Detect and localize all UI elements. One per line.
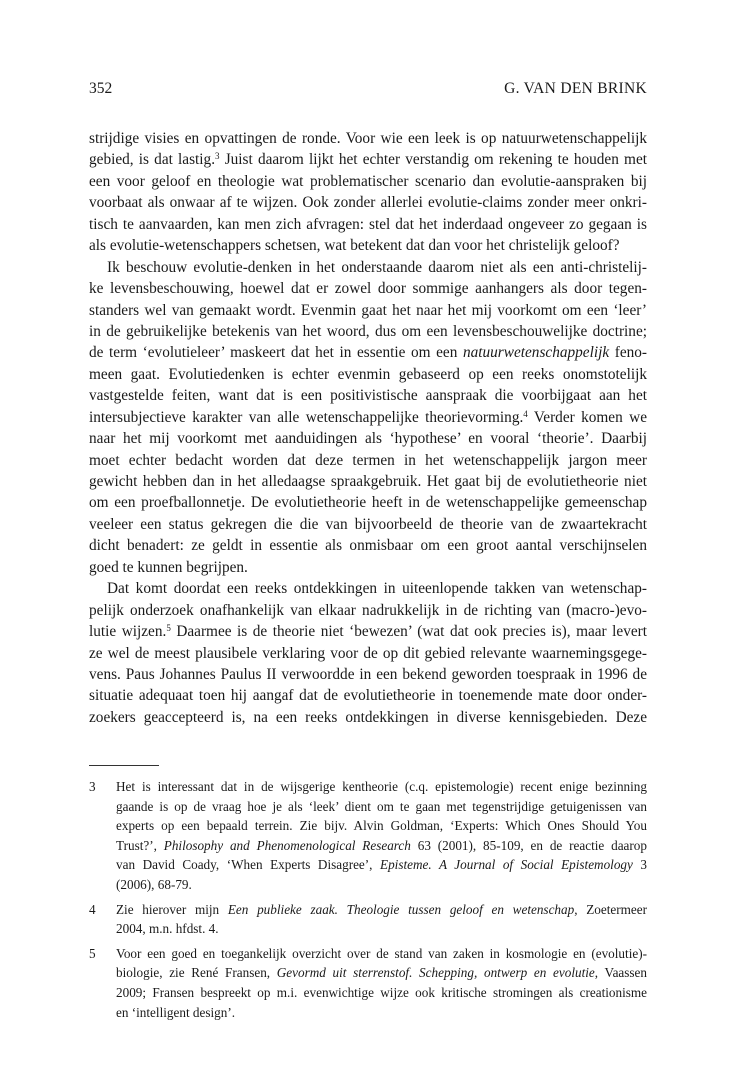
footnote-number: 5 [89,945,96,961]
running-head-author: G. VAN DEN BRINK [504,80,647,97]
footnote-ref-4[interactable]: 4 [523,408,528,419]
text-line: naar het mij voorkomt met aanduidingen als ‘hypothese’ en vooral ‘theorie’. Daarbij [89,430,647,448]
footnotes [89,777,647,1027]
text-line: tisch te aanvaarden, kan men zich afvragen: stel dat het inderdaad ongeveer zo gegaan is [89,215,647,233]
footnote-line: Trust?’, Philosophy and Phenomenological Research 63 (2001), 85-109, en de reactie daarop [116,837,647,853]
text-line: een voor geloof en theologie wat problematischer scenario dan evolutie-aanspraken bij [89,172,647,190]
text-line: dicht benadert: ze geldt in essentie als onmisbaar om een groot aantal verschijnselen [89,537,647,555]
footnote-line: (2006), 68-79. [116,876,192,892]
text-line: standers wel van gemaakt wordt. Evenmin gaat het naar het mij voorkomt om een ‘leer’ [89,301,647,319]
text-line: de term ‘evolutieleer’ maskeert dat het in essentie om een natuurwetenschappelijk feno- [89,344,647,362]
paragraph-3 [89,578,647,728]
text-line: veeleer een status gekregen die die van bijvoorbeeld de theorie van de zwaartekracht [89,515,647,533]
footnote-line: biologie, zie René Fransen, Gevormd uit sterrenstof. Schepping, ontwerp en evolutie, Vaassen [116,965,647,981]
footnote-5 [89,944,647,1022]
footnote-line: Het is interessant dat in de wijsgerige kentheorie (c.q. epistemologie) recent enige bezinning [116,779,647,794]
book-title: Een publieke zaak. Theologie tussen geloof en wetenschap [227,901,575,917]
paragraph-2 [89,257,647,579]
footnote-line: 2004, m.n. hfdst. 4. [116,921,219,937]
footnote-line: en ‘intelligent design’. [116,1004,236,1020]
text-line: strijdige visies en opvattingen de ronde. Voor wie een leek is op natuurwetenschappelijk [89,130,647,147]
paragraph-1 [89,128,647,257]
text-line: meen gaat. Evolutiedenken is echter evenmin gebaseerd op een reeks onomstotelijk [89,365,647,383]
footnote-4 [89,900,647,939]
text-line: vastgestelde feiten, want dat is een positivistische aanspraak die voorbijgaat aan het [89,387,647,405]
footnote-line: Voor een goed en toegankelijk overzicht over de stand van zaken in kosmologie en (evolutie)- [116,945,647,961]
footnote-line: gaande is op de vraag hoe je als ‘leek’ dient om te gaan met tegenstrijdige getuigenissen van [116,798,647,814]
text-line: moet echter bedacht worden dat deze termen in het wetenschappelijk jargon meer [89,451,647,469]
footnote-3 [89,777,647,895]
footnote-line: experts op een bepaald terrein. Zie bijv. Alvin Goldman, ‘Experts: Which Ones Should You [116,818,647,834]
page-number: 352 [89,80,113,97]
footnote-ref-3[interactable]: 3 [215,151,220,162]
body-text [89,128,647,728]
text-line: intersubjectieve karakter van alle wetenschappelijke theorievorming.$^4$ Verder komen we [89,408,647,426]
footnote-number: 4 [89,901,96,917]
text-line: vens. Paus Johannes Paulus II verwoordde in een bekend geworden toespraak in 1996 de [89,665,647,683]
text-line: als evolutie-wetenschappers schetsen, wat betekent dat dan voor het christelijk geloof? [89,237,620,255]
text-line: in de gebruikelijke betekenis van het woord, dus om een levensbeschouwelijke doctrine; [89,322,647,340]
text-line: goed te kunnen begrijpen. [89,558,248,576]
footnote-line: Zie hierover mijn Een publieke zaak. Theologie tussen geloof en wetenschap, Zoetermeer [116,901,647,917]
running-header [89,80,647,102]
text-line: ke levensbeschouwing, hoewel dat er zowel door sommige aanhangers als door tegen- [89,280,647,298]
text-line: om een proefballonnetje. De evolutietheorie heeft in de wetenschappelijke gemeenschap [89,494,647,512]
book-title: Gevormd uit sterrenstof. Schepping, ontwerp en evolutie [276,965,595,981]
text-line: gewicht hebben dan in het alledaagse spraakgebruik. Het gaat bij de evolutietheorie niet [89,473,647,490]
text-line: voorbaat als onwaar af te wijzen. Ook zonder allerlei evolutie-claims zonder meer onkri- [89,194,647,212]
emphasis: natuurwetenschappelijk [462,344,610,362]
text-line: Ik beschouw evolutie-denken in het onderstaande daarom niet als een anti-christelij- [107,258,647,276]
footnote-line: van David Coady, ‘When Experts Disagree’, Episteme. A Journal of Social Epistemology 3 [116,857,648,873]
text-line: gebied, is dat lastig.$^3$ Juist daarom lijkt het echter verstandig om rekening te houden met [89,151,647,169]
text-line: pelijk onderzoek onafhankelijk van elkaar nadrukkelijk in de richting van (macro-)evo- [89,601,647,619]
text-line: Dat komt doordat een reeks ontdekkingen in uiteenlopende takken van wetenschap- [107,580,647,598]
journal-title: Philosophy and Phenomenological Research [163,837,411,853]
text-line: ze wel de meest plausibele verklaring voor de op dit gebied relevante waarnemingsgege- [89,644,647,662]
text-line: situatie adequaat toen hij aangaf dat de evolutietheorie in toenemende mate door onder- [89,687,647,705]
footnote-number: 3 [89,779,96,794]
footnote-ref-5[interactable]: 5 [166,623,171,634]
footnote-separator [89,765,159,766]
text-line: lutie wijzen.$^5$ Daarmee is de theorie niet ‘bewezen’ (wat dat ook precies is), maar levert [89,623,647,641]
footnote-line: 2009; Fransen bespreekt op m.i. evenwichtige wijze ook kritische stromingen als creationisme [116,984,647,1000]
journal-title: Episteme. A Journal of Social Epistemology [380,857,633,873]
text-line: zoekers geaccepteerd is, na een reeks ontdekkingen in diverse kennisgebieden. Deze [89,708,647,726]
